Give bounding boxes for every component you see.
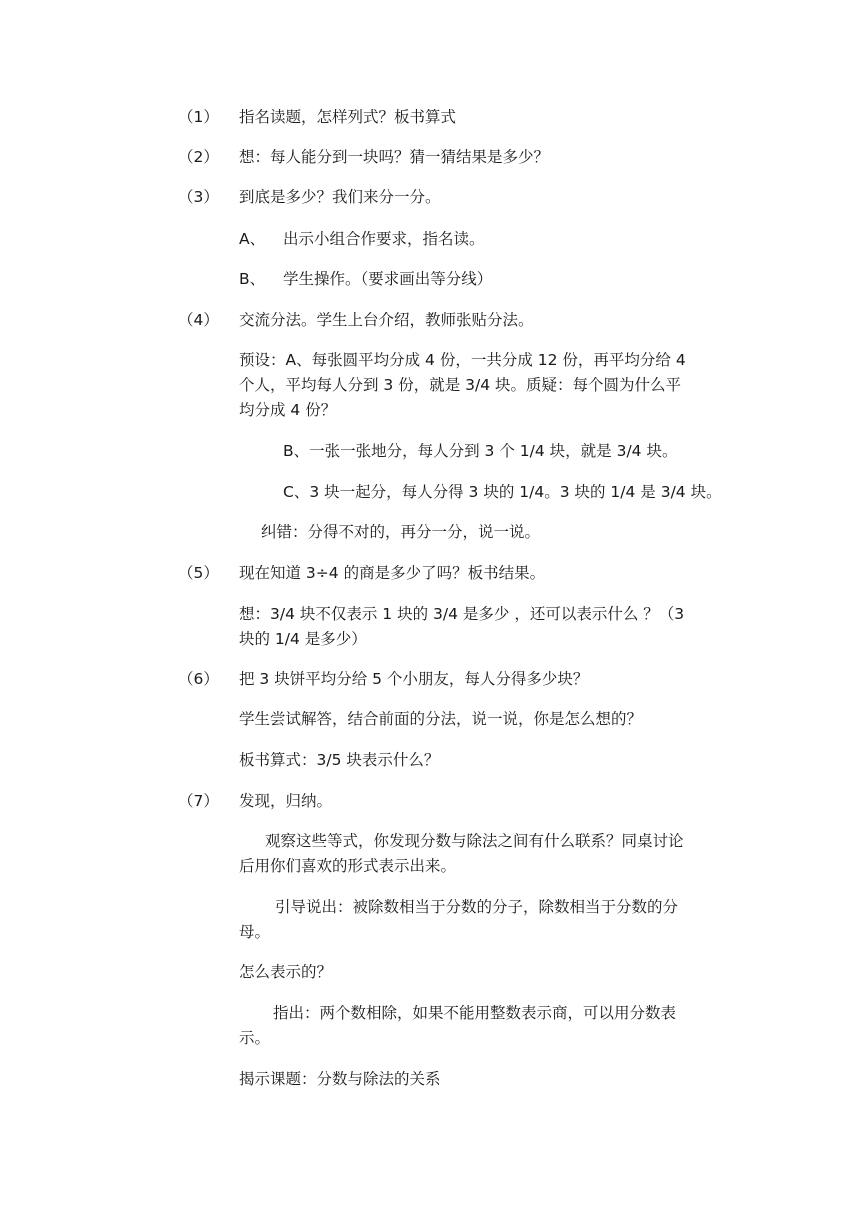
sub6-line-2: 板书算式：3/5 块表示什么？ — [239, 751, 440, 769]
sub3-b-text: 学生操作。（要求画出等分线） — [283, 270, 493, 288]
sub7-guide-line-2: 母。 — [239, 923, 271, 941]
item-number-2: （2） — [178, 148, 219, 166]
sub3-a-text: 出示小组合作要求，指名读。 — [283, 230, 485, 248]
sub5-line-1: 想：3/4 块不仅表示 1 块的 3/4 是多少 ，还可以表示什么 ？（3 — [239, 605, 685, 623]
item-text-1: 指名读题，怎样列式？板书算式 — [239, 108, 457, 126]
item-number-5: （5） — [178, 564, 219, 582]
sub7-guide-line-1: 引导说出：被除数相当于分数的分子，除数相当于分数的分 — [275, 898, 679, 916]
sub7-point-line-2: 示。 — [239, 1029, 271, 1047]
sub7-reveal-title: 揭示课题：分数与除法的关系 — [239, 1070, 441, 1088]
sub3-b-label: B、 — [239, 270, 266, 288]
item-number-4: （4） — [178, 311, 219, 329]
sub3-a-label: A、 — [239, 230, 266, 248]
item-text-5: 现在知道 3÷4 的商是多少了吗？板书结果。 — [239, 564, 546, 582]
sub7-observe-line-1: 观察这些等式，你发现分数与除法之间有什么联系？同桌讨论 — [265, 832, 684, 850]
sub4-preset-line-1: 预设：A、每张圆平均分成 4 份，一共分成 12 份，再平均分给 4 — [239, 351, 686, 369]
item-text-6: 把 3 块饼平均分给 5 个小朋友，每人分得多少块？ — [239, 670, 589, 688]
sub6-line-1: 学生尝试解答，结合前面的分法，说一说，你是怎么想的？ — [239, 710, 643, 728]
item-number-1: （1） — [178, 108, 219, 126]
sub4-preset-line-3: 均分成 4 份？ — [239, 401, 337, 419]
sub4-preset-line-2: 个人，平均每人分到 3 份，就是 3/4 块。质疑：每个圆为什么平 — [239, 376, 682, 394]
sub4-correction: 纠错：分得不对的，再分一分，说一说。 — [261, 523, 541, 541]
item-text-7: 发现，归纳。 — [239, 792, 333, 810]
sub5-line-2: 块的 1/4 是多少） — [239, 630, 367, 648]
item-text-3: 到底是多少？我们来分一分。 — [239, 188, 441, 206]
sub7-how: 怎么表示的？ — [239, 963, 333, 981]
item-text-2: 想：每人能分到一块吗？猜一猜结果是多少？ — [239, 148, 550, 166]
item-number-3: （3） — [178, 188, 219, 206]
sub4-method-b: B、一张一张地分，每人分到 3 个 1/4 块，就是 3/4 块。 — [283, 442, 678, 460]
item-number-6: （6） — [178, 670, 219, 688]
sub7-point-line-1: 指出：两个数相除，如果不能用整数表示商，可以用分数表 — [273, 1004, 677, 1022]
item-text-4: 交流分法。学生上台介绍，教师张贴分法。 — [239, 311, 534, 329]
sub7-observe-line-2: 后用你们喜欢的形式表示出来。 — [239, 857, 457, 875]
item-number-7: （7） — [178, 792, 219, 810]
sub4-method-c: C、3 块一起分，每人分得 3 块的 1/4。3 块的 1/4 是 3/4 块。 — [283, 483, 722, 501]
